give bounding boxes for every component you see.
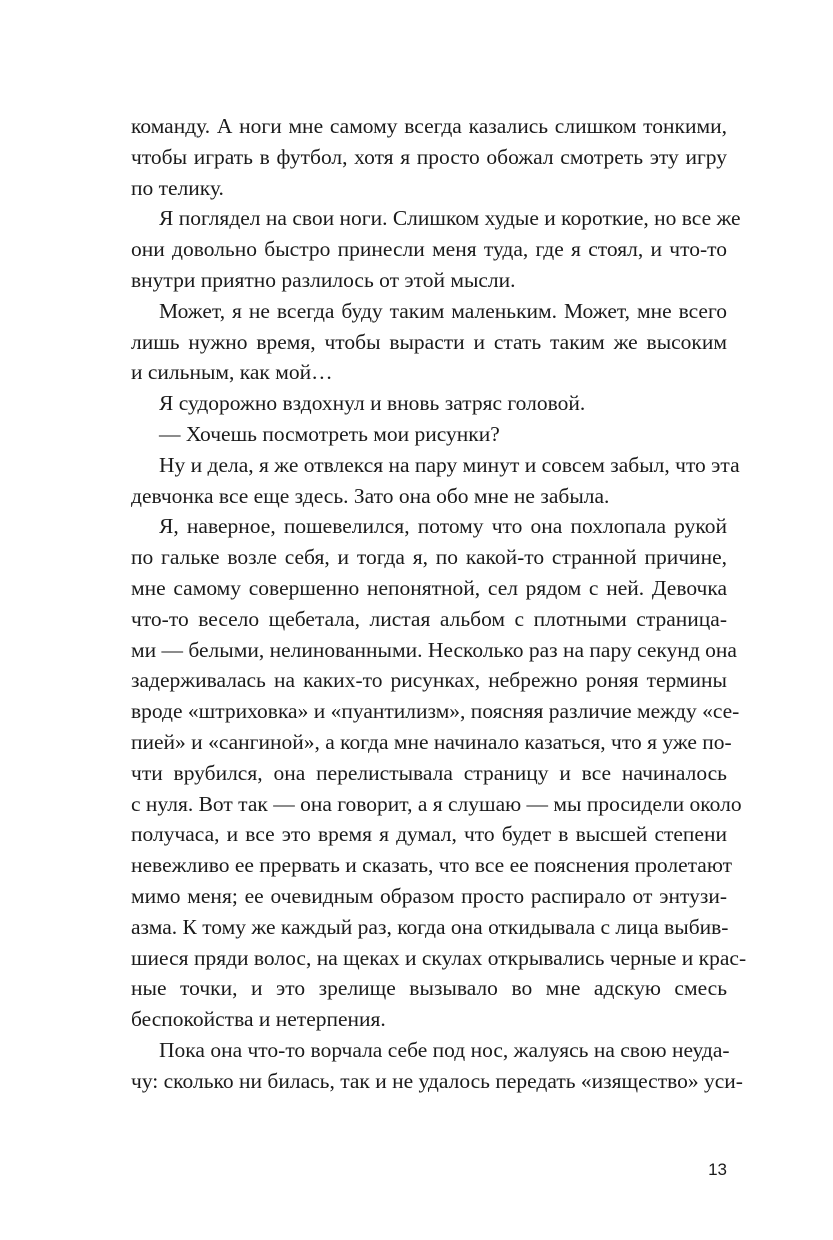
text-line: Может, я не всегда буду таким маленьким. Может, мне всего (159, 298, 727, 323)
page-number: 13 (708, 1160, 727, 1179)
text-line: — Хочешь посмотреть мои рисунки? (159, 421, 500, 446)
text-line: с нуля. Вот так — она говорит, а я слушаю — мы просидели около (131, 791, 742, 816)
text-line: шиеся пряди волос, на щеках и скулах открывались черные и крас- (131, 945, 747, 970)
paragraph (131, 296, 727, 388)
text-line: Я судорожно вздохнул и вновь затряс головой. (159, 391, 586, 416)
paragraph (131, 419, 727, 450)
text-line: чти врубился, она перелистывала страницу и все начиналось (131, 760, 727, 785)
text-line: лишь нужно время, чтобы вырасти и стать таким же высоким (131, 329, 727, 354)
text-line: и сильным, как мой… (131, 360, 333, 385)
paragraph (131, 450, 740, 512)
text-line: задерживалась на каких-то рисунках, небрежно роняя термины (131, 668, 727, 693)
text-line: мне самому совершенно непонятной, сел рядом с ней. Девочка (131, 575, 727, 600)
paragraph (131, 388, 727, 419)
text-line: получаса, и все это время я думал, что будет в высшей степени (131, 822, 727, 847)
text-line: мимо меня; ее очевидным образом просто распирало от энтузи- (131, 883, 727, 908)
text-line: невежливо ее прервать и сказать, что все ее пояснения пролетают (131, 853, 733, 878)
text-line: Я, наверное, пошевелился, потому что она похлопала рукой (159, 514, 727, 539)
paragraph (131, 203, 741, 295)
text-line: чтобы играть в футбол, хотя я просто обожал смотреть эту игру (131, 144, 727, 169)
text-line: чу: сколько ни билась, так и не удалось передать «изящество» уси- (131, 1068, 743, 1093)
text-line: Я поглядел на свои ноги. Слишком худые и короткие, но все же (159, 206, 741, 231)
text-line: внутри приятно разлилось от этой мысли. (131, 267, 516, 292)
text-line: по гальке возле себя, и тогда я, по какой-то странной причине, (131, 545, 727, 570)
text-line: ми — белыми, нелинованными. Несколько раз на пару секунд она (131, 637, 737, 662)
paragraph (131, 511, 747, 1035)
text-line: Ну и дела, я же отвлекся на пару минут и совсем забыл, что эта (159, 452, 740, 477)
paragraph (131, 1035, 743, 1097)
body-text (131, 111, 747, 1097)
text-line: девчонка все еще здесь. Зато она обо мне не забыла. (131, 483, 610, 508)
text-line: они довольно быстро принесли меня туда, где я стоял, и что-то (131, 237, 727, 262)
text-line: что-то весело щебетала, листая альбом с плотными страница- (131, 606, 727, 631)
text-line: пией» и «сангиной», а когда мне начинало казаться, что я уже по- (131, 729, 732, 754)
text-line: вроде «штриховка» и «пуантилизм», поясняя различие между «се- (131, 699, 740, 724)
text-line: Пока она что-то ворчала себе под нос, жалуясь на свою неуда- (159, 1037, 730, 1062)
text-line: по телику. (131, 175, 224, 200)
text-line: азма. К тому же каждый раз, когда она откидывала с лица выбив- (131, 914, 729, 939)
text-line: команду. А ноги мне самому всегда казались слишком тонкими, (131, 114, 727, 138)
text-line: ные точки, и это зрелище вызывало во мне адскую смесь (131, 976, 727, 1001)
paragraph (131, 111, 727, 203)
text-line: беспокойства и нетерпения. (131, 1007, 386, 1032)
